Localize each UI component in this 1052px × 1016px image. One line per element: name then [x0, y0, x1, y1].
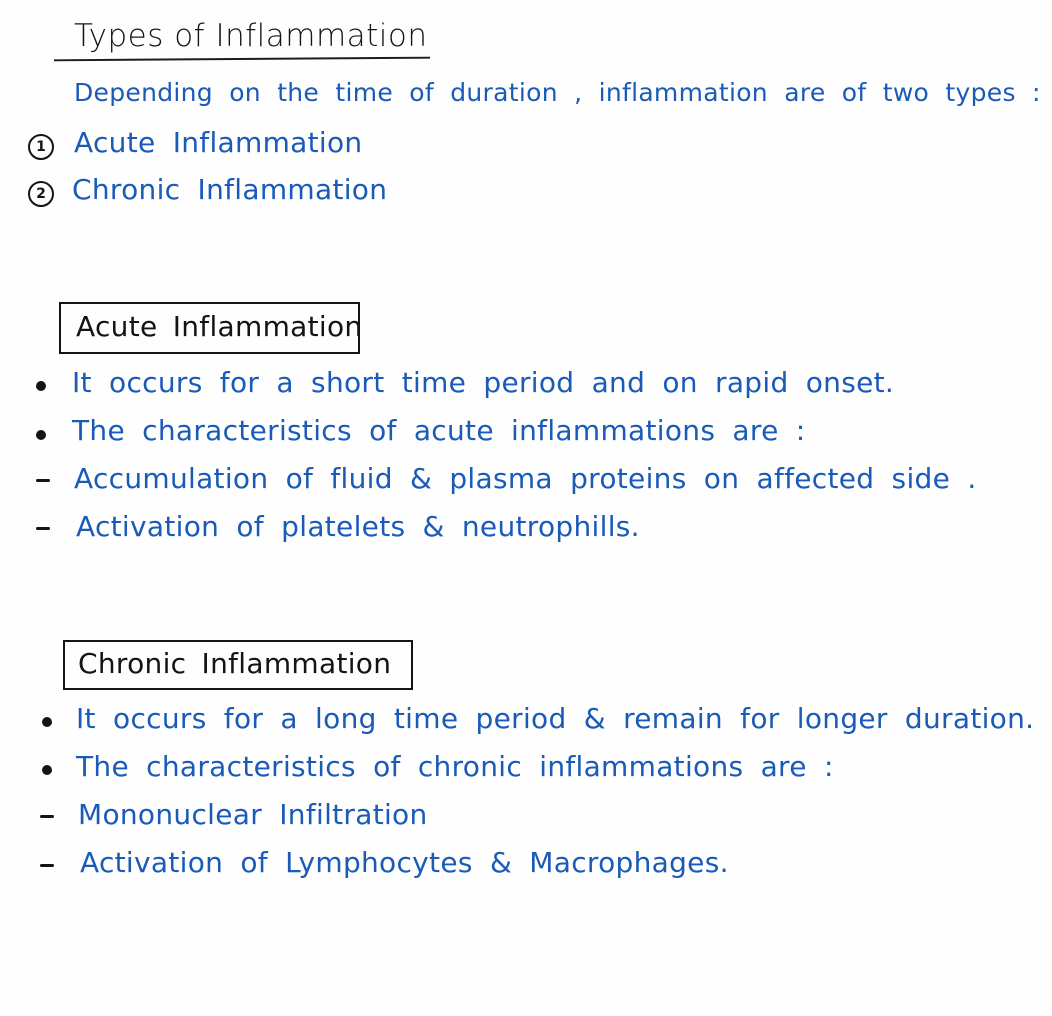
bullet-dot [36, 381, 46, 391]
acute-dash-1: Accumulation of fluid & plasma proteins on affected side . [74, 462, 977, 495]
chronic-bullet-1: It occurs for a long time period & remain for longer duration. [76, 702, 1035, 735]
bullet-dot [42, 717, 52, 727]
chronic-heading: Chronic Inflammation [78, 647, 392, 680]
type-item-chronic: Chronic Inflammation [72, 173, 388, 206]
number-badge-2: 2 [28, 181, 54, 207]
acute-bullet-2: The characteristics of acute inflammations are : [72, 414, 806, 447]
page-title: Types of Inflammation [74, 18, 428, 54]
dash-mark [36, 479, 50, 482]
chronic-dash-1: Mononuclear Infiltration [78, 798, 428, 831]
acute-heading: Acute Inflammation [76, 310, 363, 343]
number-badge-1: 1 [28, 134, 54, 160]
dash-mark [36, 527, 50, 530]
title-underline [54, 57, 430, 62]
dash-mark [40, 864, 54, 867]
dash-mark [40, 815, 54, 818]
acute-dash-2: Activation of platelets & neutrophills. [76, 510, 640, 543]
intro-text: Depending on the time of duration , inflammation are of two types : [74, 78, 1041, 107]
bullet-dot [42, 765, 52, 775]
chronic-dash-2: Activation of Lymphocytes & Macrophages. [80, 846, 729, 879]
bullet-dot [36, 430, 46, 440]
type-item-acute: Acute Inflammation [74, 126, 363, 159]
acute-bullet-1: It occurs for a short time period and on rapid onset. [72, 366, 895, 399]
chronic-bullet-2: The characteristics of chronic inflammations are : [76, 750, 834, 783]
